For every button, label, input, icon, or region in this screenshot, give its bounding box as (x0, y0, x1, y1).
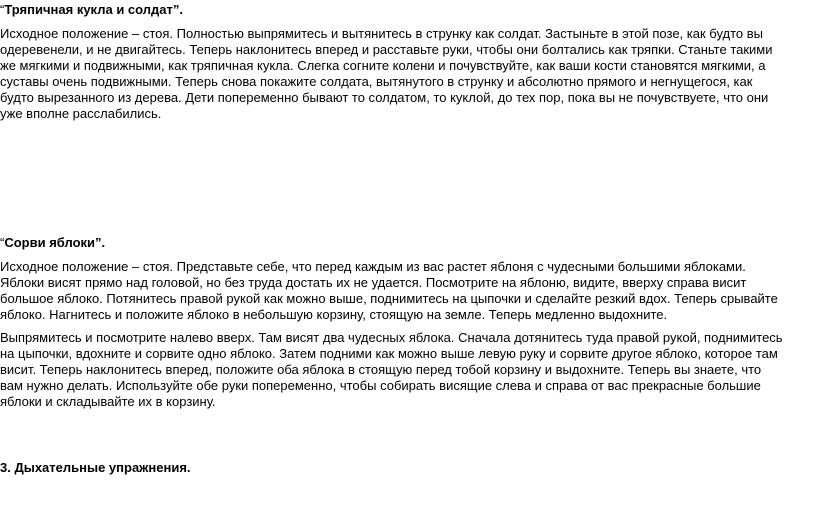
paragraph-line: на цыпочки, вдохните и сорвите одно яблоко. Затем подними как можно выше левую руку и сорвите другое яблоко, которое там (0, 346, 778, 361)
paragraph-line: уже вполне расслабились. (0, 106, 162, 121)
paragraph-line: будто вырезанного из дерева. Дети попеременно бывают то солдатом, то куклой, до тех пор, пока вы не почувствуете, что они (0, 90, 769, 105)
heading-quote-mark: “ (0, 2, 5, 17)
section-heading-pick-apples (0, 235, 105, 251)
paragraph-line: Яблоки висят прямо над головой, но без труда достать их не удается. Посмотрите на яблоню, видите, вверху справа висит (0, 275, 747, 290)
section-heading-breathing (0, 460, 191, 476)
paragraph-line: же мягкими и подвижными, как тряпичная кукла. Слегка согните колени и почувствуйте, как ваши кости становятся мягкими, а (0, 58, 766, 73)
paragraph-pick-apples-2 (0, 330, 814, 410)
paragraph-line: висит. Теперь наклонитесь вперед, положите оба яблока в стоящую перед тобой корзину и выдохните. Теперь вы знаете, что (0, 362, 762, 377)
paragraph-line: вам нужно делать. Используйте обе руки попеременно, чтобы собирать висящие слева и справа от вас прекрасные большие (0, 378, 761, 393)
paragraph-line: Исходное положение – стоя. Представьте себе, что перед каждым из вас растет яблоня с чудесными большими яблоками. (0, 259, 746, 274)
paragraph-line: Исходное положение – стоя. Полностью выпрямитесь и вытянитесь в струнку как солдат. Застыньте в этой позе, как будто вы (0, 26, 763, 41)
heading-title: Сорви яблоки”. (4, 235, 106, 250)
paragraph-line: большое яблоко. Потянитесь правой рукой как можно выше, поднимитесь на цыпочки и сделайте резкий вдох. Теперь срывайте (0, 291, 778, 306)
paragraph-line: Выпрямитесь и посмотрите налево вверх. Там висят два чудесных яблока. Сначала дотянитесь туда правой рукой, поднимитесь (0, 330, 783, 345)
paragraph-pick-apples-1 (0, 259, 814, 323)
heading-quote-mark: “ (0, 235, 5, 250)
paragraph-line: яблоко. Нагнитесь и положите яблоко в небольшую корзину, стоящую на земле. Теперь медленно выдохните. (0, 307, 668, 322)
paragraph-line: яблоки и складывайте их в корзину. (0, 394, 216, 409)
paragraph-line: одеревенели, и не двигайтесь. Теперь наклонитесь вперед и расставьте руки, чтобы они болтались как тряпки. Станьте такими (0, 42, 773, 57)
paragraph-line: суставы очень подвижными. Теперь снова покажите солдата, вытянутого в струнку и абсолютно прямого и негнущегося, как (0, 74, 753, 89)
heading-title: Тряпичная кукла и солдат”. (4, 2, 183, 17)
paragraph-rag-doll (0, 26, 814, 122)
heading-title: 3. Дыхательные упражнения. (0, 460, 191, 475)
section-heading-rag-doll (0, 2, 183, 18)
